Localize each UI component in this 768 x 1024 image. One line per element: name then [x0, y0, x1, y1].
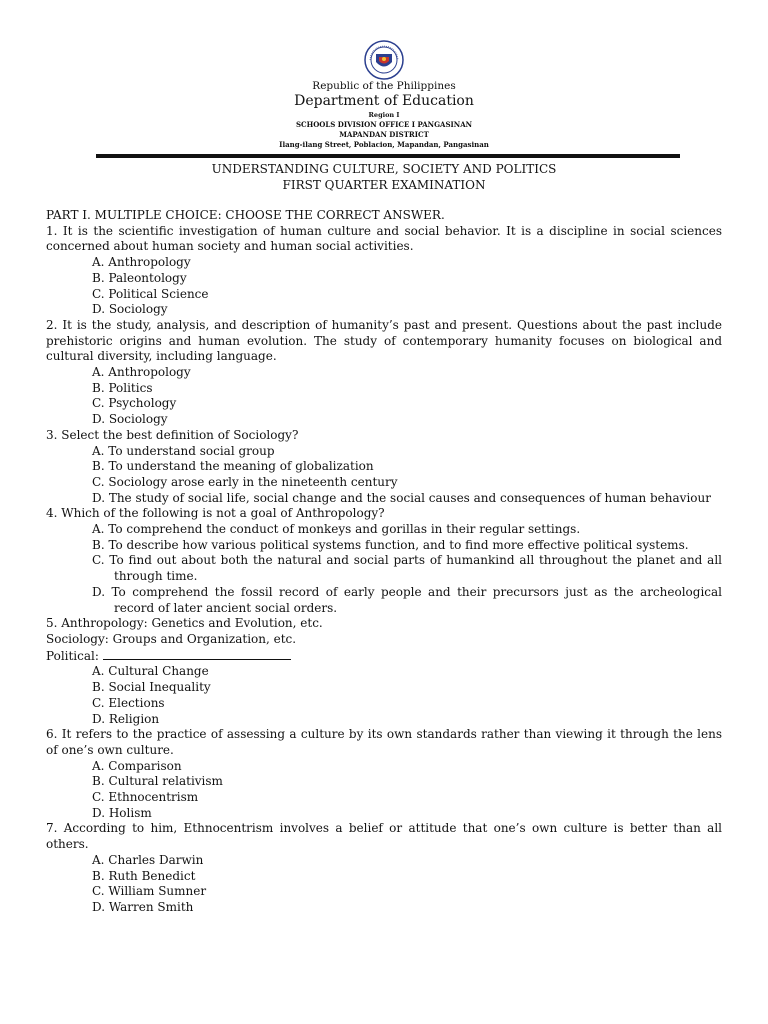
part-heading: PART I. MULTIPLE CHOICE: CHOOSE THE CORRECT ANSWER.	[46, 208, 445, 222]
option: B. Social Inequality	[92, 680, 211, 695]
option: B. Politics	[92, 380, 153, 395]
division-heading: SCHOOLS DIVISION OFFICE I PANGASINAN	[295, 120, 473, 129]
option: C. Political Science	[92, 286, 209, 301]
question-5-line-2: Sociology: Groups and Organization, etc.	[46, 631, 297, 646]
option: B. Cultural relativism	[92, 774, 223, 789]
question-2: 2. It is the study, analysis, and description of humanity’s past and present. Questions about the past include prehistoric origins and human evolution. The study of contemporary humanity focuses on biological and cultural diversity, including language.	[46, 317, 722, 364]
political-label: Political:	[46, 648, 103, 663]
exam-body	[46, 208, 722, 916]
region-heading: Region I	[368, 111, 400, 119]
question-7: 7. According to him, Ethnocentrism involves a belief or attitude that one’s own culture is better than all others.	[46, 821, 722, 852]
option: D. Warren Smith	[92, 899, 194, 914]
option: A. Anthropology	[92, 255, 191, 270]
question-5-line-1: 5. Anthropology: Genetics and Evolution, etc.	[46, 616, 323, 631]
option: C. Psychology	[92, 396, 177, 411]
option: A. To comprehend the conduct of monkeys and gorillas in their regular settings.	[92, 522, 581, 537]
option: A. Comparison	[92, 758, 182, 773]
option: B. Ruth Benedict	[92, 868, 196, 883]
answer-blank	[103, 648, 291, 660]
option: C. Ethnocentrism	[92, 790, 199, 805]
republic-heading: Republic of the Philippines	[312, 80, 456, 92]
question-3: 3. Select the best definition of Sociology?	[46, 427, 299, 442]
option: B. Paleontology	[92, 270, 187, 285]
option: A. To understand social group	[92, 443, 275, 458]
exam-title: UNDERSTANDING CULTURE, SOCIETY AND POLITICS	[211, 162, 557, 176]
header-divider	[96, 154, 680, 158]
option: C. Sociology arose early in the nineteenth century	[92, 474, 398, 489]
option: D. Sociology	[92, 302, 168, 317]
department-heading: Department of Education	[294, 93, 474, 109]
deped-seal-logo	[364, 40, 404, 80]
option: D. Religion	[92, 711, 160, 726]
option: D. Holism	[92, 805, 152, 820]
option: D. To comprehend the fossil record of early people and their precursors just as the archeological record of later ancient social orders.	[92, 584, 722, 615]
option: B. To describe how various political systems function, and to find more effective political systems.	[92, 537, 689, 552]
option: D. Sociology	[92, 412, 168, 427]
option: A. Anthropology	[92, 365, 191, 380]
option: A. Charles Darwin	[92, 852, 204, 867]
option: A. Cultural Change	[92, 664, 209, 679]
option: B. To understand the meaning of globalization	[92, 459, 374, 474]
option: C. To find out about both the natural and social parts of humankind all throughout the planet and all through time.	[92, 553, 722, 584]
option: D. The study of social life, social change and the social causes and consequences of human behaviour	[92, 490, 711, 505]
address-heading: Ilang-ilang Street, Poblacion, Mapandan, Pangasinan	[279, 140, 489, 149]
question-1: 1. It is the scientific investigation of human culture and social behavior. It is a discipline in social sciences concerned about human society and human social activities.	[46, 223, 722, 254]
option: C. William Sumner	[92, 884, 207, 899]
question-4: 4. Which of the following is not a goal of Anthropology?	[46, 506, 385, 521]
question-5-line-3	[46, 648, 722, 665]
district-heading: MAPANDAN DISTRICT	[339, 130, 429, 139]
option: C. Elections	[92, 695, 165, 710]
question-6: 6. It refers to the practice of assessing a culture by its own standards rather than viewing it through the lens of one’s own culture.	[46, 727, 722, 757]
exam-subtitle: FIRST QUARTER EXAMINATION	[282, 178, 486, 192]
